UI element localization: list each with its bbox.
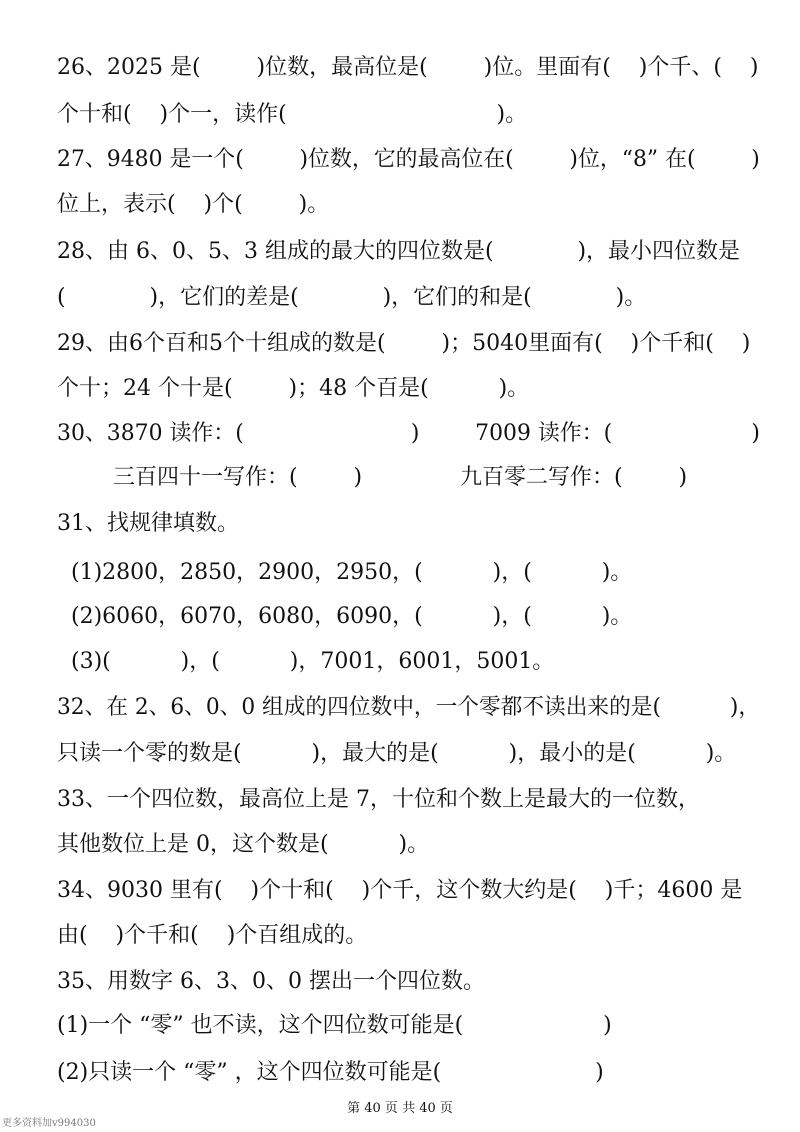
page-footer: 第 40 页 共 40 页 [347, 1101, 453, 1116]
question-35-title: 35、用数字 6、3、0、0 摆出一个四位数。 [57, 969, 485, 994]
question-35-item-2: (2)只读一个 “零” ，这个四位数可能是( ) [57, 1060, 604, 1085]
question-35-item-1: (1)一个 “零” 也不读，这个四位数可能是( ) [57, 1013, 612, 1038]
question-32-line-2: 只读一个零的数是( )，最大的是( )，最小的是( )。 [57, 741, 737, 766]
question-33-line-2: 其他数位上是 0，这个数是( )。 [57, 832, 430, 857]
question-33-line-1: 33、一个四位数，最高位上是 7，十位和个数上是最大的一位数， [57, 787, 700, 812]
question-29-line-1: 29、由6个百和5个十组成的数是( )；5040里面有( )个千和( ) [57, 331, 751, 356]
question-31-item-3: (3)( )，( )，7001，6001，5001。 [57, 649, 555, 674]
question-34-line-1: 34、9030 里有( )个十和( )个千，这个数大约是( )千；4600 是 [57, 878, 743, 903]
question-27-line-2: 位上，表示( )个( )。 [57, 192, 330, 217]
question-28-line-2: ( )，它们的差是( )，它们的和是( )。 [57, 285, 647, 310]
question-29-line-2: 个十；24 个十是( )；48 个百是( )。 [57, 376, 530, 401]
question-31-item-1: (1)2800，2850，2900，2950，( )，( )。 [57, 560, 633, 585]
question-31-item-2: (2)6060，6070，6080，6090，( )，( )。 [57, 604, 633, 629]
question-31-title: 31、找规律填数。 [57, 511, 239, 536]
question-26-line-2: 个十和( )个一，读作( )。 [57, 102, 528, 127]
question-28-line-1: 28、由 6、0、5、3 组成的最大的四位数是( )，最小四位数是 [57, 239, 741, 264]
watermark: 更多资料加v994030 [2, 1118, 96, 1129]
question-30-line-1: 30、3870 读作：( ) 7009 读作：( ) [57, 421, 760, 446]
question-30-line-2: 三百四十一写作：( ) 九百零二写作：( ) [57, 465, 688, 490]
question-27-line-1: 27、9480 是一个( )位数，它的最高位在( )位，“8” 在( ) [57, 147, 760, 172]
question-32-line-1: 32、在 2、6、0、0 组成的四位数中，一个零都不读出来的是( )， [57, 695, 761, 720]
question-34-line-2: 由( )个千和( )个百组成的。 [57, 923, 368, 948]
question-26-line-1: 26、2025 是( )位数，最高位是( )位。里面有( )个千、( ) [57, 55, 759, 80]
